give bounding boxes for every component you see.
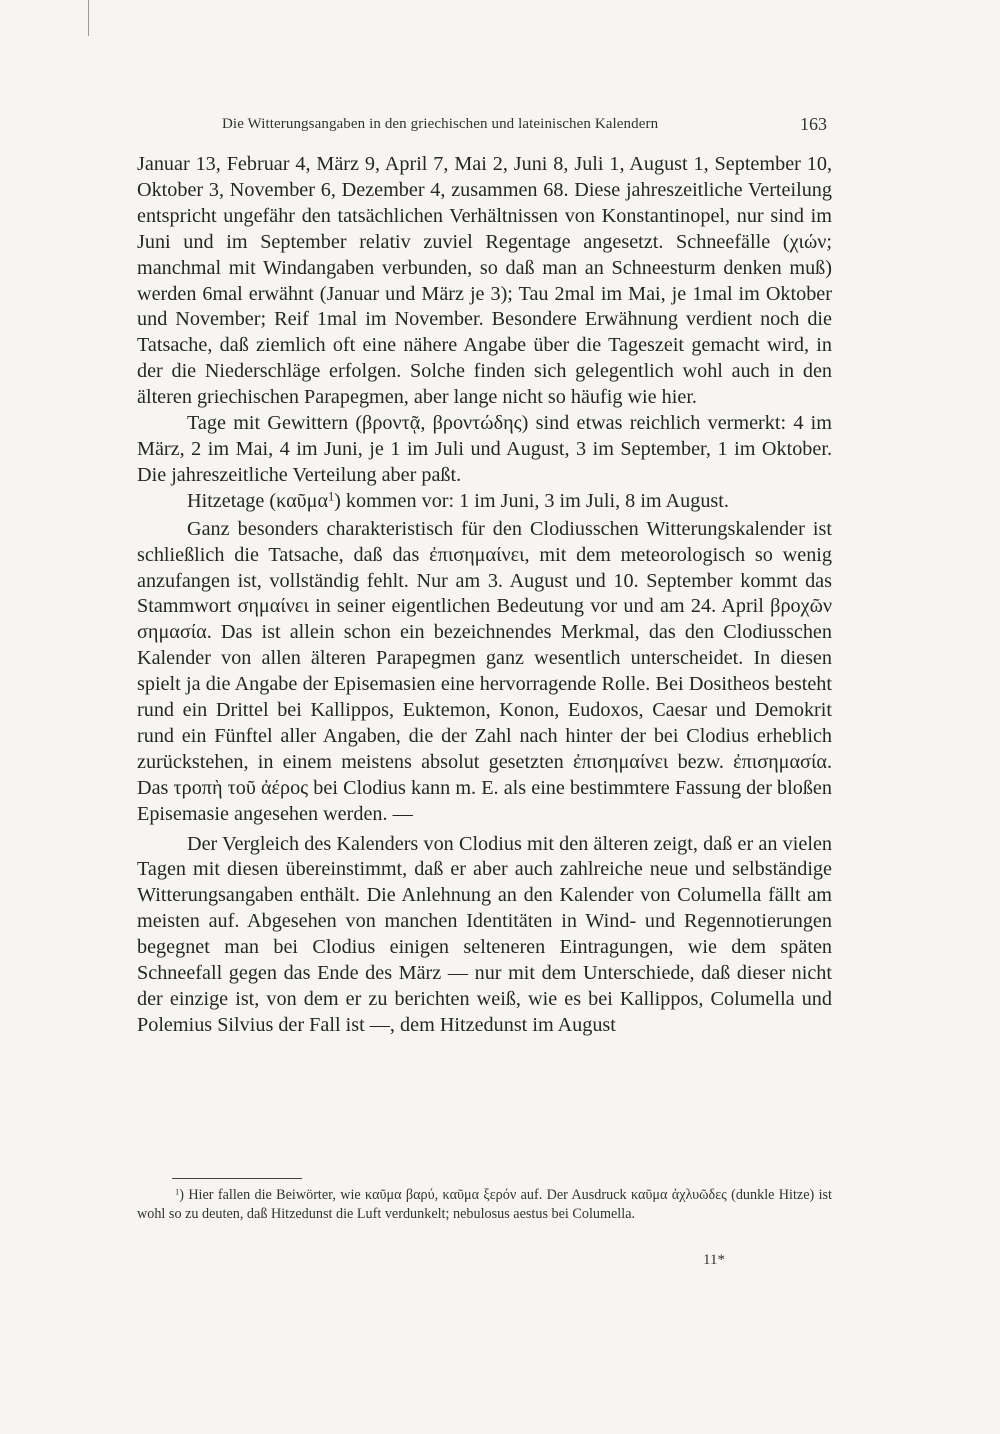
footnote-ref: 1 <box>328 489 335 504</box>
running-title: Die Witterungsangaben in den griechischen und lateinischen Kalendern <box>222 116 659 132</box>
paragraph-2: Tage mit Gewittern (βροντᾷ, βροντώδης) sind etwas reichlich vermerkt: 4 im März, 2 im Mai, 4 im Juni, je 1 im Juli und August, 3 im September, 1 im Oktober. Die jahreszeitliche Verteilung aber paßt. <box>137 412 832 486</box>
footnote-marker: 1 <box>175 1186 180 1197</box>
footnote-divider <box>172 1178 302 1179</box>
footnote-text: ) Hier fallen die Beiwörter, wie καῦμα βαρύ, καῦμα ξερόν auf. Der Ausdruck καῦμα ἀχλυῶδες (dunkle Hitze) ist wohl so zu deuten, daß Hitzedunst die Luft verdunkelt; nebulosus aestus bei Columella. <box>137 1187 832 1222</box>
main-text <box>137 152 832 1039</box>
paragraph-5: Der Vergleich des Kalenders von Clodius mit den älteren zeigt, daß er an vielen Tagen mit diesen übereinstimmt, daß er aber auch zahlreiche neue und selbständige Witterungsangaben enthält. Die Anlehnung an den Kalender von Columella fällt am meisten auf. Abgesehen von manchen Identitäten in Wind- und Regennotierungen begegnet man bei Clodius einigen selteneren Eintragungen, wie dem späten Schneefall gegen das Ende des März — nur mit dem Unterschiede, daß dieser nicht der einzige ist, von dem er zu berichten weiß, wie es bei Kallippos, Columella und Polemius Silvius der Fall ist —, dem Hitzedunst im August <box>137 832 832 1036</box>
printer-signature: 11* <box>703 1252 725 1268</box>
scan-edge-mark <box>88 0 89 36</box>
paragraph-4: Ganz besonders charakteristisch für den Clodiusschen Witterungskalender ist schließlich die Tatsache, daß das ἐπισημαίνει, mit dem meteorologisch so wenig anzufangen ist, vollständig fehlt. Nur am 3. August und 10. September kommt das Stammwort σημαίνει in seiner eigentlichen Bedeutung vor und am 24. April βροχῶν σημασία. Das ist allein schon ein bezeichnendes Merkmal, das den Clodiusschen Kalender von allen älteren Parapegmen ganz wesentlich unterscheidet. In diesen spielt ja die Angabe der Episemasien eine hervorragende Rolle. Bei Dositheos besteht rund ein Drittel bei Kallippos, Euktemon, Konon, Eudoxos, Caesar und Demokrit rund ein Fünftel aller Angaben, die der Zahl nach hinter der bei Clodius erheblich zurückstehen, in einem meistens absolut gesetzten ἐπισημαίνει bezw. ἐπισημασία. Das τροπὴ τοῦ ἀέρος bei Clodius kann m. E. als eine bestimmtere Fassung der bloßen Episemasie angesehen werden. — <box>137 517 832 825</box>
paragraph-3-end: ) kommen vor: 1 im Juni, 3 im Juli, 8 im August. <box>334 489 729 512</box>
paragraph-1: Januar 13, Februar 4, März 9, April 7, Mai 2, Juni 8, Juli 1, August 1, September 10, Oktober 3, November 6, Dezember 4, zusammen 68. Diese jahreszeitliche Verteilung entspricht ungefähr den tatsächlichen Verhältnissen von Konstantinopel, nur sind im Juni und im September relativ zuviel Regentage angesetzt. Schneefälle (χιών; manchmal mit Windangaben verbunden, so daß man an Schneesturm denken muß) werden 6mal erwähnt (Januar und März je 3); Tau 2mal im Mai, je 1mal im Oktober und November; Reif 1mal im November. Besondere Erwähnung verdient noch die Tatsache, daß ziemlich oft eine nähere Angabe über die Tageszeit gemacht wird, in der die Niederschläge erfolgen. Solche finden sich gelegentlich wohl auch in den älteren griechischen Parapegmen, aber lange nicht so häufig wie hier. <box>137 153 832 409</box>
page-number: 163 <box>800 114 827 134</box>
paragraph-3 <box>137 489 832 515</box>
paragraph-3-start: Hitzetage (καῦμα <box>187 489 329 512</box>
footnote <box>137 1186 832 1224</box>
